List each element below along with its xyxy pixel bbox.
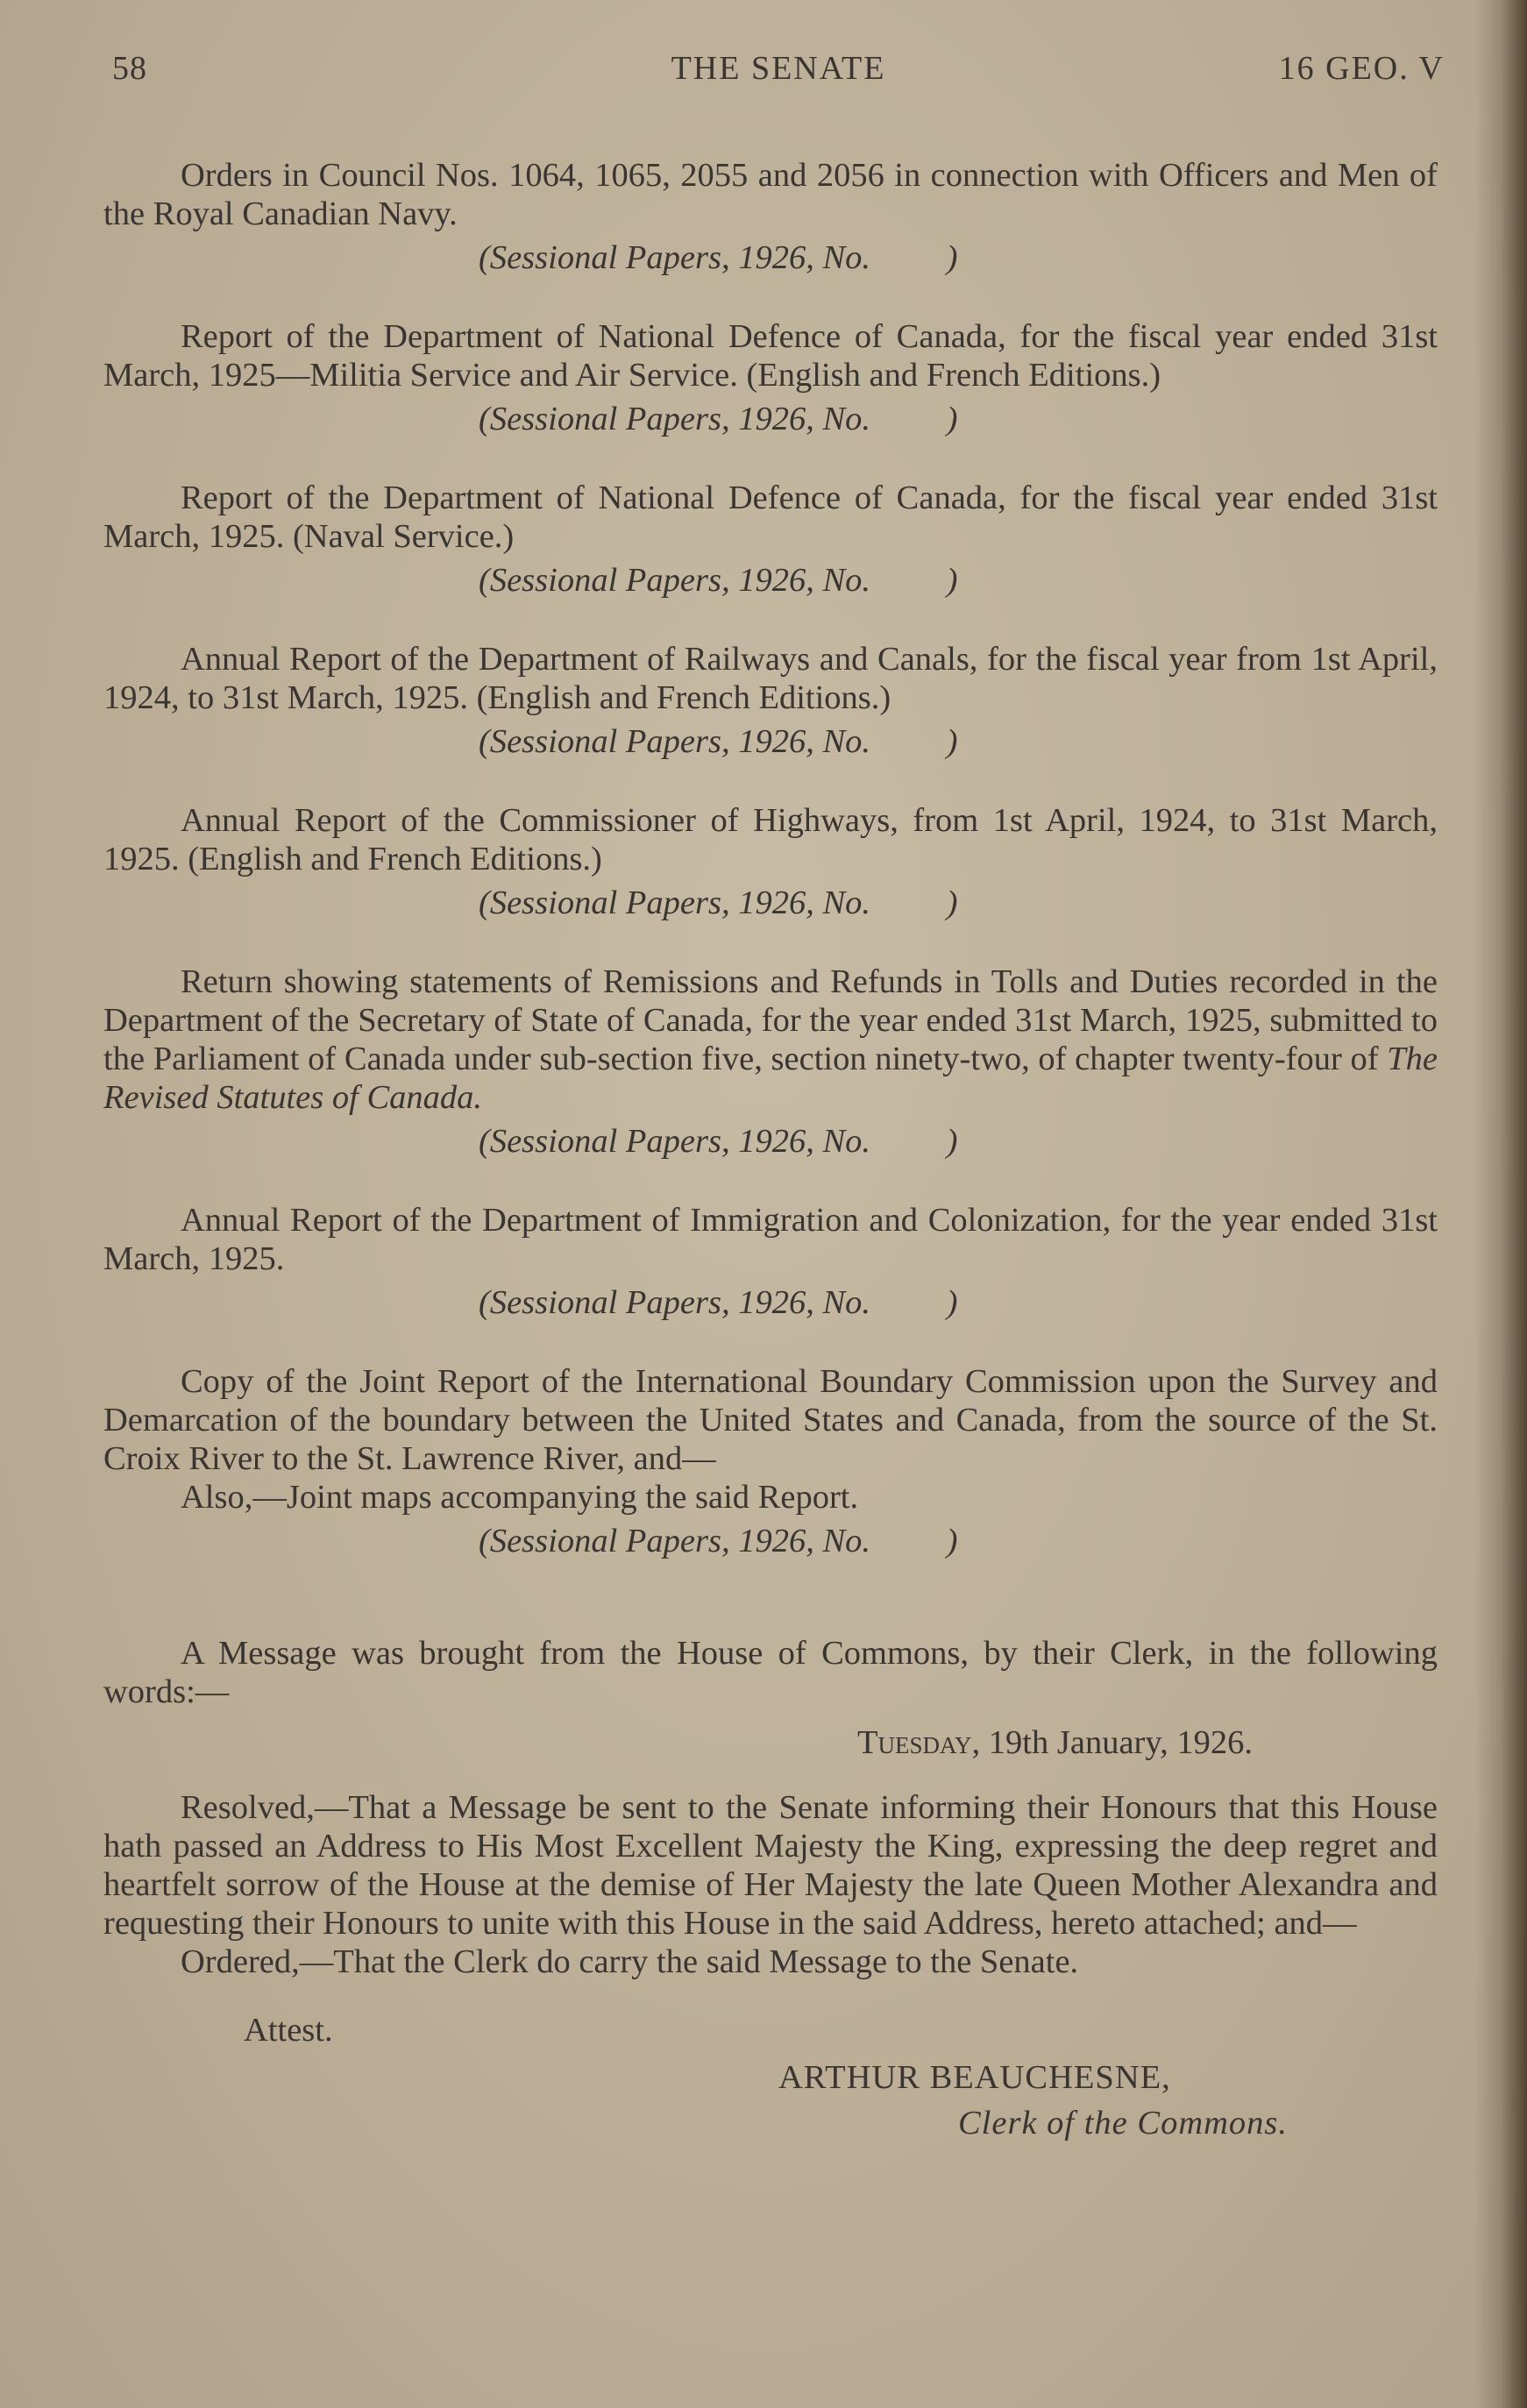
sessional-papers-citation: (Sessional Papers, 1926, No. ) <box>479 1284 958 1321</box>
sessional-papers-citation: (Sessional Papers, 1926, No. ) <box>479 239 958 276</box>
header-title: THE SENATE <box>671 50 886 87</box>
sessional-papers-citation: (Sessional Papers, 1926, No. ) <box>479 884 958 921</box>
entry-boundary-commission <box>103 1362 1438 1560</box>
entry-text: Annual Report of the Department of Immigration and Colonization, for the year ended 31st March, 1925. <box>103 1202 1438 1277</box>
entry-text-roman: Return showing statements of Remissions and Refunds in Tolls and Duties recorded in the Department of the Secretary of State of Canada, for the year ended 31st March, 1925, submitted to the Parliament of Canada under sub-section five, section ninety-two, of chapter twenty-four of <box>103 963 1438 1077</box>
sessional-papers-citation: (Sessional Papers, 1926, No. ) <box>479 562 958 599</box>
running-header <box>112 46 1445 98</box>
sessional-papers-citation: (Sessional Papers, 1926, No. ) <box>479 1523 958 1559</box>
entry-text: Annual Report of the Department of Railways and Canals, for the fiscal year from 1st April, 1924, to 31st March, 1925. (English and French Editions.) <box>103 641 1438 716</box>
entry-railways-canals <box>103 640 1438 761</box>
entry-text <box>103 962 1438 1117</box>
entry-text: Copy of the Joint Report of the International Boundary Commission upon the Survey and Demarcation of the boundary between the United States and Canada, from the source of the St. Croix River to the St. Lawrence River, and— <box>103 1363 1438 1477</box>
entry-remissions-refunds <box>103 962 1438 1161</box>
entry-text: Report of the Department of National Defence of Canada, for the fiscal year ended 31st March, 1925—Militia Service and Air Service. (English and French Editions.) <box>103 318 1438 394</box>
page-edge-shadow <box>1474 0 1527 2408</box>
entry-text: Annual Report of the Commissioner of Highways, from 1st April, 1924, to 31st March, 1925. (English and French Editions.) <box>103 802 1438 877</box>
message-date <box>857 1723 1438 1762</box>
page-number: 58 <box>112 50 147 87</box>
entry-text: Report of the Department of National Defence of Canada, for the fiscal year ended 31st March, 1925. (Naval Service.) <box>103 479 1438 555</box>
message-date-rest: 19th January, 1926. <box>980 1724 1253 1761</box>
sessional-papers-citation: (Sessional Papers, 1926, No. ) <box>479 723 958 760</box>
entry-defence-naval <box>103 479 1438 600</box>
regnal-year: 16 GEO. V <box>1278 50 1445 87</box>
entry-defence-militia-air <box>103 317 1438 438</box>
entry-also-text: Also,—Joint maps accompanying the said Report. <box>181 1479 859 1516</box>
entry-highways <box>103 801 1438 922</box>
entry-immigration <box>103 1201 1438 1322</box>
entry-text: Orders in Council Nos. 1064, 1065, 2055 and 2056 in connection with Officers and Men of the Royal Canadian Navy. <box>103 157 1438 232</box>
sessional-papers-citation: (Sessional Papers, 1926, No. ) <box>479 1123 958 1160</box>
body-text <box>103 156 1438 2142</box>
attest-label: Attest. <box>244 2012 333 2049</box>
order-text: Ordered,—That the Clerk do carry the said Message to the Senate. <box>181 1943 1079 1980</box>
signatory-name: ARTHUR BEAUCHESNE, <box>778 2059 1171 2096</box>
entry-navy-orders <box>103 156 1438 277</box>
resolution-text: Resolved,—That a Message be sent to the Senate informing their Honours that this House hath passed an Address to His Most Excellent Majesty the King, expressing the deep regret and heartfelt sorrow of the House at the demise of Her Majesty the late Queen Mother Alexandra and requesting their Honours to unite with this House in the said Address, hereto attached; and— <box>103 1789 1438 1942</box>
statute-title: The Revised Statutes of Canada. <box>103 1041 1438 1116</box>
sessional-papers-citation: (Sessional Papers, 1926, No. ) <box>479 401 958 437</box>
signatory-title: Clerk of the Commons. <box>958 2105 1289 2142</box>
message-intro: A Message was brought from the House of Commons, by their Clerk, in the following words:— <box>103 1635 1438 1710</box>
message-date-day: Tuesday, <box>857 1724 981 1761</box>
